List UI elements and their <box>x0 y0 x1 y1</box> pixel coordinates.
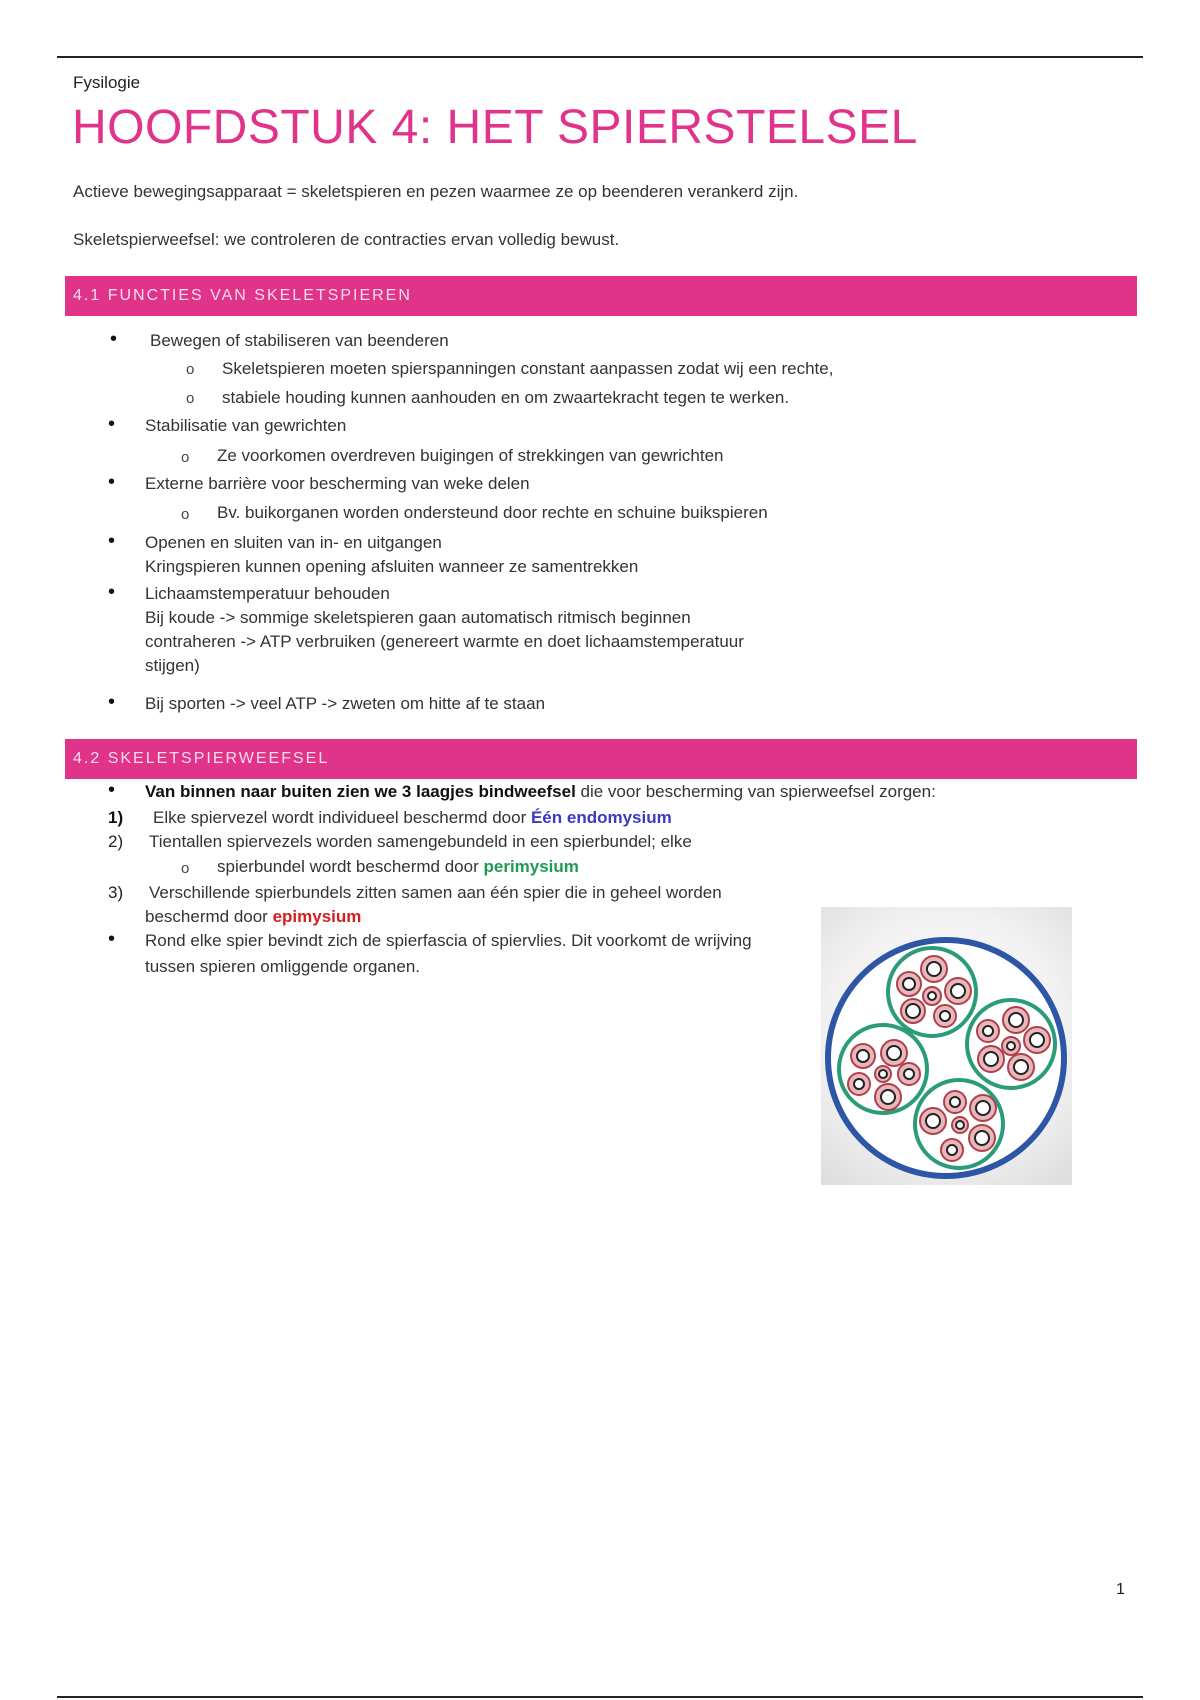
list-item <box>217 857 579 877</box>
list-item <box>153 808 672 828</box>
list-item: Bij sporten -> veel ATP -> zweten om hitte af te staan <box>145 694 546 713</box>
muscle-fiber-core <box>904 1069 914 1079</box>
list-item: Tientallen spiervezels worden samengebundeld in een spierbundel; elke <box>149 832 692 851</box>
muscle-fiber-core <box>903 978 915 990</box>
bullet-icon: • <box>110 328 118 350</box>
muscle-fiber-core <box>927 962 941 976</box>
list-item: Stabilisatie van gewrichten <box>145 416 347 435</box>
sub-bullet-icon: o <box>186 361 195 378</box>
muscle-fiber-core <box>984 1052 998 1066</box>
list-item: Verschillende spierbundels zitten samen aan één spier die in geheel worden <box>149 883 722 902</box>
list-item: tussen spieren omliggende organen. <box>145 957 421 976</box>
muscle-fiber-core <box>983 1026 993 1036</box>
muscle-fiber-core <box>926 1114 940 1128</box>
list-item: Ze voorkomen overdreven buigingen of strekkingen van gewrichten <box>217 446 724 465</box>
sub-bullet-icon: o <box>181 506 190 523</box>
bullet-icon: • <box>108 779 116 801</box>
muscle-fiber-core <box>879 1070 887 1078</box>
muscle-fiber-core <box>1009 1013 1023 1027</box>
list-item: Bv. buikorganen worden ondersteund door rechte en schuine buikspieren <box>217 503 768 522</box>
muscle-fiber-core <box>906 1004 920 1018</box>
list-item-text: die voor bescherming van spierweefsel zorgen: <box>575 782 936 801</box>
section-heading-skeletspierweefsel: 4.2 SKELETSPIERWEEFSEL <box>65 739 1137 779</box>
muscle-fiber-core <box>940 1011 950 1021</box>
term-perimysium: perimysium <box>483 857 579 876</box>
muscle-fiber-core <box>947 1145 957 1155</box>
muscle-bundle <box>967 1000 1055 1088</box>
list-number: 3) <box>108 883 124 902</box>
bullet-icon: • <box>108 581 116 603</box>
list-item: Rond elke spier bevindt zich de spierfascia of spiervlies. Dit voorkomt de wrijving <box>145 931 752 950</box>
list-item: stabiele houding kunnen aanhouden en om zwaartekracht tegen te werken. <box>222 388 790 407</box>
sub-bullet-icon: o <box>186 390 195 407</box>
sub-bullet-icon: o <box>181 860 190 877</box>
list-item: stijgen) <box>145 656 200 675</box>
muscle-bundle <box>915 1080 1003 1168</box>
list-item: Openen en sluiten van in- en uitgangen <box>145 533 442 552</box>
muscle-cross-section-figure <box>821 907 1072 1185</box>
muscle-bundle <box>839 1025 927 1113</box>
list-number: 2) <box>108 832 124 851</box>
muscle-cross-section-diagram <box>821 907 1072 1185</box>
bottom-rule <box>57 1696 1143 1698</box>
intro-paragraph-2: Skeletspierweefsel: we controleren de contracties ervan volledig bewust. <box>73 230 620 249</box>
muscle-fiber-core <box>881 1090 895 1104</box>
bullet-icon: • <box>108 928 116 950</box>
intro-paragraph-1: Actieve bewegingsapparaat = skeletspieren en pezen waarmee ze op beenderen verankerd zijn. <box>73 182 799 201</box>
list-item-text: beschermd door <box>145 907 273 926</box>
term-epimysium: epimysium <box>272 907 362 926</box>
muscle-fiber-core <box>956 1121 964 1129</box>
list-item: Kringspieren kunnen opening afsluiten wanneer ze samentrekken <box>145 557 639 576</box>
page-number: 1 <box>1116 1581 1125 1598</box>
sub-bullet-icon: o <box>181 449 190 466</box>
list-item: Bewegen of stabiliseren van beenderen <box>150 331 449 350</box>
bullet-icon: • <box>108 471 116 493</box>
muscle-fiber-core <box>1030 1033 1044 1047</box>
muscle-fiber-core <box>975 1131 989 1145</box>
muscle-fiber-core <box>950 1097 960 1107</box>
list-item: Skeletspieren moeten spierspanningen constant aanpassen zodat wij een rechte, <box>222 359 834 378</box>
muscle-fiber-core <box>854 1079 864 1089</box>
muscle-fiber-core <box>1007 1042 1015 1050</box>
bullet-icon: • <box>108 530 116 552</box>
list-item: contraheren -> ATP verbruiken (genereert warmte en doet lichaamstemperatuur <box>145 632 744 651</box>
list-item: Bij koude -> sommige skeletspieren gaan automatisch ritmisch beginnen <box>145 608 691 627</box>
muscle-fiber-core <box>1014 1060 1028 1074</box>
page-title: HOOFDSTUK 4: HET SPIERSTELSEL <box>72 101 918 154</box>
list-number: 1) <box>108 808 124 827</box>
header-subject: Fysilogie <box>73 73 141 92</box>
term-endomysium: Één endomysium <box>530 808 672 827</box>
muscle-fiber-core <box>951 984 965 998</box>
muscle-fiber-core <box>928 992 936 1000</box>
list-item-text: Elke spiervezel wordt individueel beschermd door <box>153 808 531 827</box>
section-heading-functies: 4.1 FUNCTIES VAN SKELETSPIEREN <box>65 276 1137 316</box>
muscle-fiber-core <box>976 1101 990 1115</box>
list-item: Lichaamstemperatuur behouden <box>145 584 390 603</box>
bullet-icon: • <box>108 413 116 435</box>
muscle-bundle <box>888 948 976 1036</box>
top-rule <box>57 56 1143 58</box>
muscle-fiber-core <box>887 1046 901 1060</box>
list-item-text: spierbundel wordt beschermd door <box>217 857 484 876</box>
bullet-icon: • <box>108 691 116 713</box>
list-item: Externe barrière voor bescherming van weke delen <box>145 474 530 493</box>
list-item <box>145 907 361 927</box>
list-item-bold-lead: Van binnen naar buiten zien we 3 laagjes bindweefsel <box>145 782 576 801</box>
muscle-fiber-core <box>857 1050 869 1062</box>
list-item <box>145 782 936 802</box>
